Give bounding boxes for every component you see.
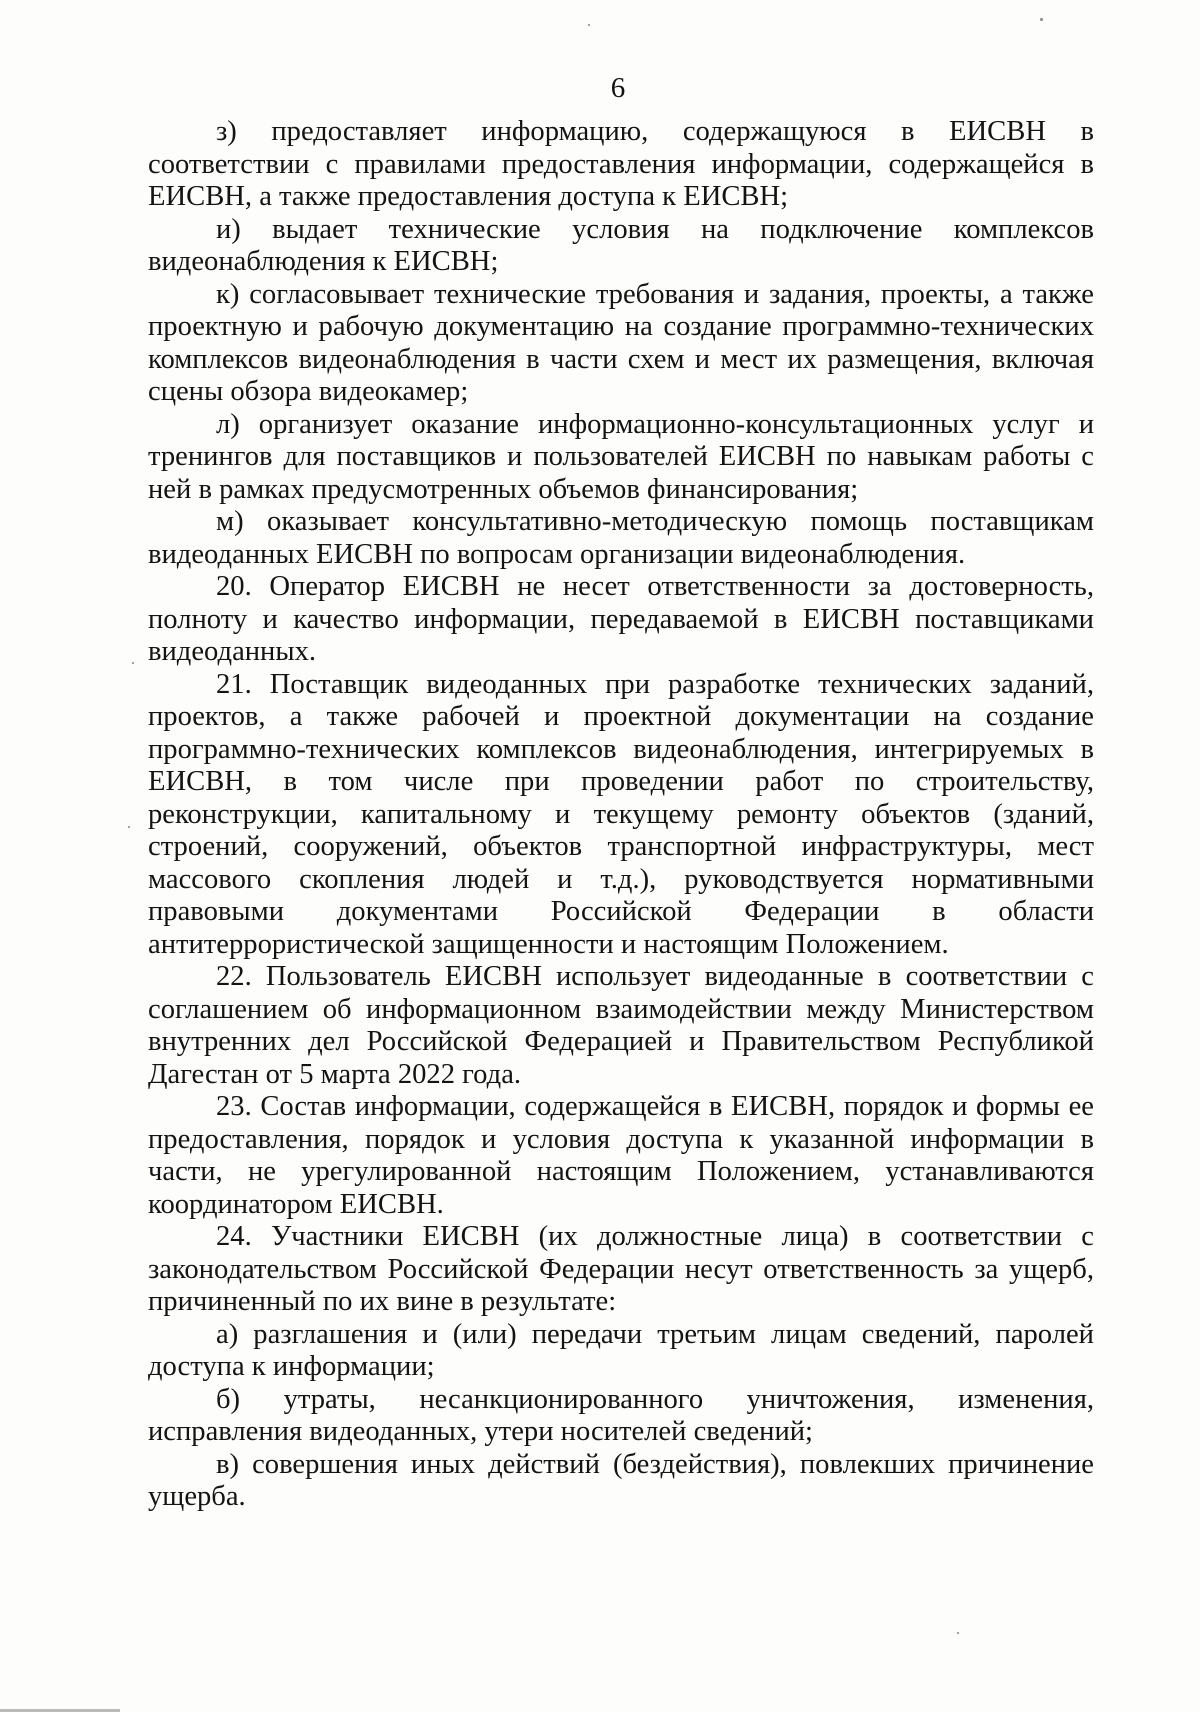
paragraph-21: 21. Поставщик видеоданных при разработке технических заданий, проектов, а также рабочей и проектной документации на создание программно-технических комплексов видеонаблюдения, интегрируемых в ЕИСВН, в том числе при проведении работ по строительству, реконструкции, капитальному и текущему ремонту объектов (зданий, строений, сооружений, объектов транспортной инфраструктуры, мест массового скопления людей и т.д.), руководствуется нормативными правовыми документами Российской Федерации в области антитеррористической защищенности и настоящим Положением. <box>148 668 1094 960</box>
paragraph-a: а) разглашения и (или) передачи третьим лицам сведений, паролей доступа к информации; <box>148 1318 1094 1382</box>
paragraph-m: м) оказывает консультативно-методическую помощь поставщикам видеоданных ЕИСВН по вопросам организации видеонаблюдения. <box>148 506 1094 570</box>
paragraph-22: 22. Пользователь ЕИСВН использует видеоданные в соответствии с соглашением об информационном взаимодействии между Министерством внутренних дел Российской Федерацией и Правительством Республикой Дагестан от 5 марта 2022 года. <box>148 961 1094 1090</box>
scan-speck <box>957 1632 959 1634</box>
scan-speck <box>128 826 130 828</box>
page-number: 6 <box>610 72 626 104</box>
scan-speck <box>132 662 134 664</box>
document-body <box>148 116 1094 1514</box>
scan-speck <box>588 24 590 26</box>
paragraph-k: к) согласовывает технические требования и задания, проекты, а также проектную и рабочую документацию на создание программно-технических комплексов видеонаблюдения в части схем и мест их размещения, включая сцены обзора видеокамер; <box>148 278 1094 407</box>
paragraph-24: 24. Участники ЕИСВН (их должностные лица) в соответствии с законодательством Российской Федерации несут ответственность за ущерб, причиненный по их вине в результате: <box>148 1221 1094 1317</box>
scan-speck <box>1040 18 1043 21</box>
paragraph-i: и) выдает технические условия на подключение комплексов видеонаблюдения к ЕИСВН; <box>148 213 1094 277</box>
paragraph-v: в) совершения иных действий (бездействия), повлекших причинение ущерба. <box>148 1448 1094 1512</box>
paragraph-z: з) предоставляет информацию, содержащуюся в ЕИСВН в соответствии с правилами предоставления информации, содержащейся в ЕИСВН, а также предоставления доступа к ЕИСВН; <box>148 116 1094 212</box>
paragraph-23: 23. Состав информации, содержащейся в ЕИСВН, порядок и формы ее предоставления, порядок и условия доступа к указанной информации в части, не урегулированной настоящим Положением, устанавливаются координатором ЕИСВН. <box>148 1091 1094 1220</box>
paragraph-b: б) утраты, несанкционированного уничтожения, изменения, исправления видеоданных, утери носителей сведений; <box>148 1383 1094 1447</box>
paragraph-20: 20. Оператор ЕИСВН не несет ответственности за достоверность, полноту и качество информации, передаваемой в ЕИСВН поставщиками видеоданных. <box>148 571 1094 667</box>
paragraph-l: л) организует оказание информационно-консультационных услуг и тренингов для поставщиков и пользователей ЕИСВН по навыкам работы с ней в рамках предусмотренных объемов финансирования; <box>148 408 1094 505</box>
